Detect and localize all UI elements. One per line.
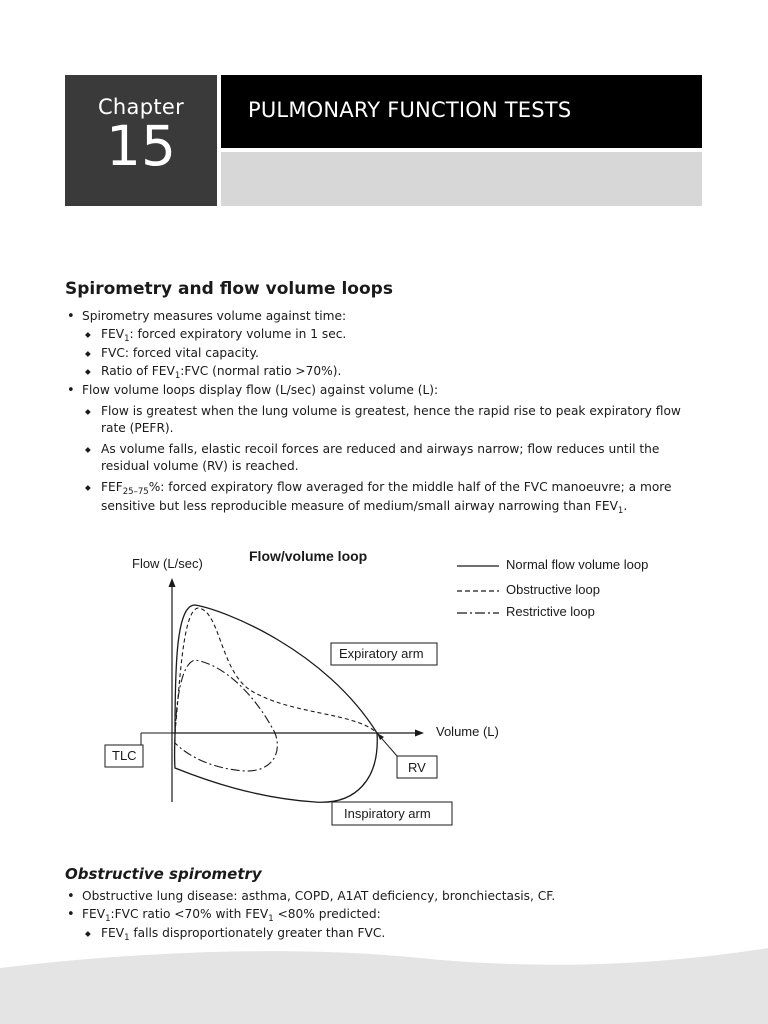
bullet-fef: ◆ $FEF_{25-75}\%$: forced expiratory flow averaged for the middle half of the FVC manoeuvre; a more sensitive but less reproducible measure of medium/small airway narrowing than $FEV_1$. — [65, 479, 705, 518]
legend-restrictive: Restrictive loop — [506, 604, 595, 619]
bullet-fev1-falls: ◆ $FEV_1$ falls disproportionately greater than FVC. — [65, 925, 705, 945]
x-axis-arrow — [415, 730, 424, 737]
flow-volume-figure — [95, 540, 695, 840]
bullet-spirometry: • Spirometry measures volume against time: — [65, 308, 705, 326]
chapter-number: 15 — [106, 114, 176, 178]
y-axis-label: Flow (L/sec) — [132, 556, 203, 571]
bullet-fvc: ◆ FVC: forced vital capacity. — [65, 345, 705, 363]
obstructive-list — [65, 888, 705, 945]
restrictive-loop-curve — [175, 660, 277, 771]
expiratory-arm-label: Expiratory arm — [339, 646, 424, 661]
bullet-obstructive-disease: • Obstructive lung disease: asthma, COPD, A1AT deficiency, bronchiectasis, CF. — [65, 888, 705, 906]
chapter-subtitle-bar — [221, 152, 702, 206]
bullet-ratio: ◆ Ratio of $FEV_1:FVC$ (normal ratio >70%). — [65, 363, 705, 383]
inspiratory-arm-label: Inspiratory arm — [344, 806, 431, 821]
page-footer-wave — [0, 940, 768, 1024]
spirometry-list — [65, 308, 705, 518]
chapter-title-bar — [221, 75, 702, 148]
tlc-label: TLC — [112, 748, 137, 763]
rv-leader-arrow — [377, 733, 384, 740]
rv-callout — [377, 733, 437, 778]
x-axis-label: Volume (L) — [436, 724, 499, 739]
figure-title: Flow/volume loop — [249, 548, 368, 564]
footer-wave-shape — [0, 948, 768, 1024]
expiratory-arm-callout — [331, 643, 437, 665]
rv-label: RV — [408, 760, 426, 775]
legend — [457, 557, 648, 619]
bullet-flow-greatest: ◆ Flow is greatest when the lung volume is greatest, hence the rapid rise to peak expiratory flow rate (PEFR). — [65, 403, 705, 438]
bullet-flow-volume-loops: • Flow volume loops display flow (L/sec) against volume (L): — [65, 382, 705, 400]
normal-loop-curve — [175, 605, 378, 802]
legend-obstructive: Obstructive loop — [506, 582, 600, 597]
bullet-fev1: ◆ $FEV_1$: forced expiratory volume in 1 sec. — [65, 326, 705, 346]
chapter-title: PULMONARY FUNCTION TESTS — [248, 98, 572, 122]
axes — [169, 578, 425, 802]
bullet-fev1-fvc-ratio: • $FEV_1:FVC$ ratio <70% with $FEV_1 <80\%$ predicted: — [65, 906, 705, 926]
section-heading-spirometry: Spirometry and flow volume loops — [65, 279, 393, 299]
chapter-word: Chapter — [97, 95, 185, 119]
chapter-box — [65, 75, 217, 206]
tlc-callout — [105, 733, 173, 767]
obstructive-loop-curve — [175, 608, 377, 733]
section-heading-obstructive: Obstructive spirometry — [65, 865, 262, 883]
legend-normal: Normal flow volume loop — [506, 557, 649, 572]
bullet-volume-falls: ◆ As volume falls, elastic recoil forces are reduced and airways narrow; flow reduces until the residual volume (RV) is reached. — [65, 441, 705, 476]
inspiratory-arm-callout — [332, 802, 452, 825]
flow-volume-diagram — [95, 540, 695, 840]
y-axis-arrow — [169, 578, 176, 587]
